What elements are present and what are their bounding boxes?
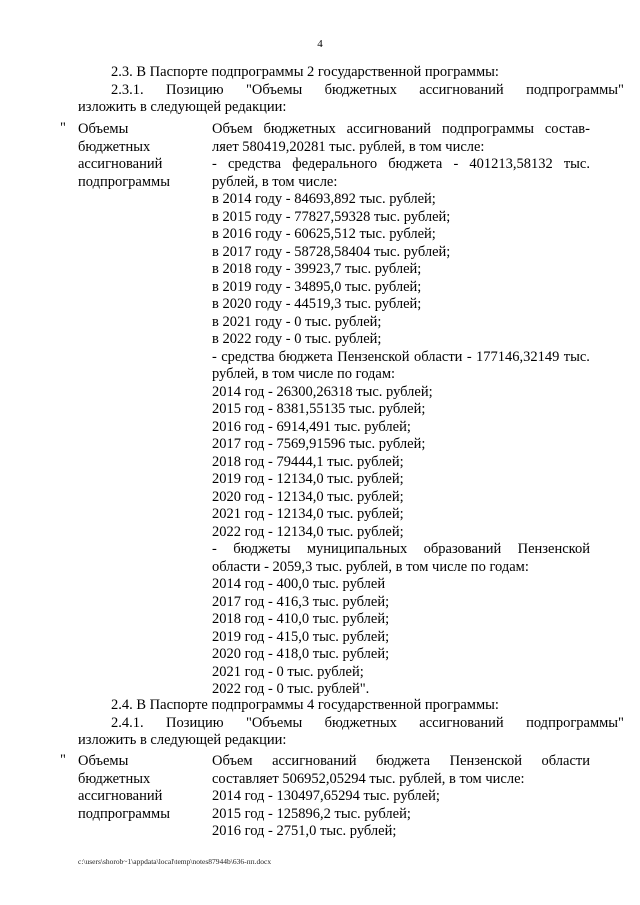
- position-label-line: подпрограммы: [78, 805, 170, 822]
- content-word: бюджета: [388, 156, 443, 172]
- content-line-justified: [212, 541, 590, 559]
- content-word: подпрограммы: [441, 121, 534, 137]
- position-label-line: ассигнований: [78, 156, 163, 172]
- content-line: 2018 год - 410,0 тыс. рублей;: [212, 611, 390, 627]
- content-line: 2016 год - 6914,491 тыс. рублей;: [212, 418, 411, 435]
- content-line-justified: [212, 121, 590, 139]
- content-line: 2021 год - 12134,0 тыс. рублей;: [212, 506, 404, 522]
- content-line: 2022 год - 0 тыс. рублей".: [212, 681, 370, 697]
- content-word: -: [466, 348, 472, 365]
- section-2-4-position-content: [212, 753, 590, 841]
- subheading-word: подпрограммы": [526, 82, 624, 98]
- content-word: бюджета: [278, 348, 333, 365]
- content-word: -: [453, 156, 459, 172]
- page-number: 4: [317, 38, 323, 50]
- content-line-justified: [212, 349, 590, 367]
- content-word: 177146,32149: [476, 348, 560, 365]
- section-2-3-1-line: [78, 82, 624, 100]
- content-word: Пензенской: [449, 753, 522, 769]
- content-line: 2015 год - 125896,2 тыс. рублей;: [212, 805, 411, 822]
- content-line: в 2019 году - 34895,0 тыс. рублей;: [212, 278, 422, 295]
- content-line: 2020 год - 12134,0 тыс. рублей;: [212, 488, 404, 505]
- section-2-4-heading: 2.4. В Паспорте подпрограммы 4 государственной программы:: [111, 697, 499, 713]
- content-word: федерального: [292, 156, 378, 172]
- content-word: ассигнований: [272, 753, 357, 769]
- position-label-line: бюджетных: [78, 138, 151, 155]
- content-word: средства: [221, 348, 275, 365]
- content-word: Пензенской: [337, 348, 410, 365]
- content-line: в 2014 году - 84693,892 тыс. рублей;: [212, 191, 436, 207]
- content-word: муниципальных: [306, 541, 408, 557]
- subheading-word: бюджетных: [324, 715, 397, 731]
- content-line: 2018 год - 79444,1 тыс. рублей;: [212, 453, 404, 470]
- section-2-4-1-line: [78, 715, 624, 733]
- content-line: 2019 год - 415,0 тыс. рублей;: [212, 628, 390, 645]
- content-line-justified: [212, 753, 590, 771]
- content-word: Объем: [212, 121, 253, 137]
- content-line: 2015 год - 8381,55135 тыс. рублей;: [212, 401, 426, 417]
- content-line: в 2016 году - 60625,512 тыс. рублей;: [212, 226, 436, 242]
- content-line: 2021 год - 0 тыс. рублей;: [212, 663, 364, 680]
- subheading-word: ассигнований: [419, 715, 504, 731]
- content-word: бюджеты: [233, 541, 291, 557]
- content-word: тыс.: [563, 348, 590, 365]
- content-line: 2014 год - 130497,65294 тыс. рублей;: [212, 788, 440, 804]
- section-2-4-1-subheading: [111, 715, 624, 733]
- content-line-justified: [212, 156, 590, 174]
- section-2-4-position-label: [78, 753, 170, 823]
- position-label-line: ассигнований: [78, 788, 163, 804]
- subheading-word: "Объемы: [246, 82, 303, 98]
- content-word: области: [413, 348, 463, 365]
- section-2-3-instruction: изложить в следующей редакции:: [78, 99, 287, 115]
- position-label-line: Объемы: [78, 121, 129, 137]
- section-2-3-position-content: [212, 121, 590, 699]
- subheading-word: ассигнований: [419, 82, 504, 98]
- file-path-footer: c:\users\shorob~1\appdata\local\temp\notes87944b\636-пп.docx: [78, 857, 272, 866]
- content-word: тыс.: [563, 156, 590, 172]
- opening-quote-mark: ": [60, 120, 66, 136]
- content-word: -: [212, 541, 217, 557]
- content-line: 2019 год - 12134,0 тыс. рублей;: [212, 471, 404, 487]
- content-word: бюджета: [376, 753, 431, 769]
- position-label-line: бюджетных: [78, 770, 151, 787]
- content-word: области: [541, 753, 590, 769]
- content-word: бюджетных: [263, 121, 336, 137]
- opening-quote-mark: ": [60, 752, 66, 768]
- section-2-3-heading: 2.3. В Паспорте подпрограммы 2 государственной программы:: [111, 64, 499, 80]
- content-line: 2017 год - 416,3 тыс. рублей;: [212, 593, 390, 610]
- subheading-word: 2.4.1.: [111, 715, 144, 731]
- subheading-word: "Объемы: [246, 715, 303, 731]
- subheading-word: подпрограммы": [526, 715, 624, 731]
- content-line: рублей, в том числе:: [212, 173, 338, 190]
- content-word: образований: [423, 541, 502, 557]
- content-line: рублей, в том числе по годам:: [212, 366, 396, 382]
- content-line: в 2017 году - 58728,58404 тыс. рублей;: [212, 243, 451, 260]
- content-line: в 2020 году - 44519,3 тыс. рублей;: [212, 296, 422, 312]
- content-word: -: [212, 156, 217, 172]
- subheading-word: бюджетных: [324, 82, 397, 98]
- content-line: 2014 год - 26300,26318 тыс. рублей;: [212, 383, 433, 400]
- content-line: 2022 год - 12134,0 тыс. рублей;: [212, 523, 404, 540]
- content-line: ляет 580419,20281 тыс. рублей, в том числе:: [212, 138, 485, 155]
- section-2-3-position-label: [78, 121, 170, 191]
- subheading-word: 2.3.1.: [111, 82, 144, 98]
- section-2-4-instruction: изложить в следующей редакции:: [78, 732, 287, 748]
- content-line: в 2022 году - 0 тыс. рублей;: [212, 331, 382, 347]
- content-line: 2020 год - 418,0 тыс. рублей;: [212, 646, 390, 662]
- position-label-line: подпрограммы: [78, 173, 170, 190]
- content-line: составляет 506952,05294 тыс. рублей, в том числе:: [212, 770, 525, 787]
- content-line: в 2015 году - 77827,59328 тыс. рублей;: [212, 208, 451, 225]
- subheading-word: Позицию: [166, 715, 224, 731]
- content-word: -: [212, 348, 217, 365]
- content-line: 2014 год - 400,0 тыс. рублей: [212, 576, 386, 592]
- content-line: в 2021 году - 0 тыс. рублей;: [212, 313, 382, 330]
- content-line: 2016 год - 2751,0 тыс. рублей;: [212, 823, 397, 839]
- content-word: состав-: [544, 121, 590, 137]
- content-word: Пензенской: [517, 541, 590, 557]
- subheading-word: Позицию: [166, 82, 224, 98]
- content-line: 2017 год - 7569,91596 тыс. рублей;: [212, 436, 426, 452]
- section-2-3-1-subheading: [111, 82, 624, 100]
- content-word: 401213,58132: [469, 156, 553, 172]
- content-line: области - 2059,3 тыс. рублей, в том числе по годам:: [212, 558, 529, 575]
- content-word: средства: [227, 156, 282, 172]
- content-line: в 2018 году - 39923,7 тыс. рублей;: [212, 261, 422, 277]
- content-word: ассигнований: [346, 121, 432, 137]
- position-label-line: Объемы: [78, 753, 129, 769]
- content-word: Объем: [212, 753, 253, 769]
